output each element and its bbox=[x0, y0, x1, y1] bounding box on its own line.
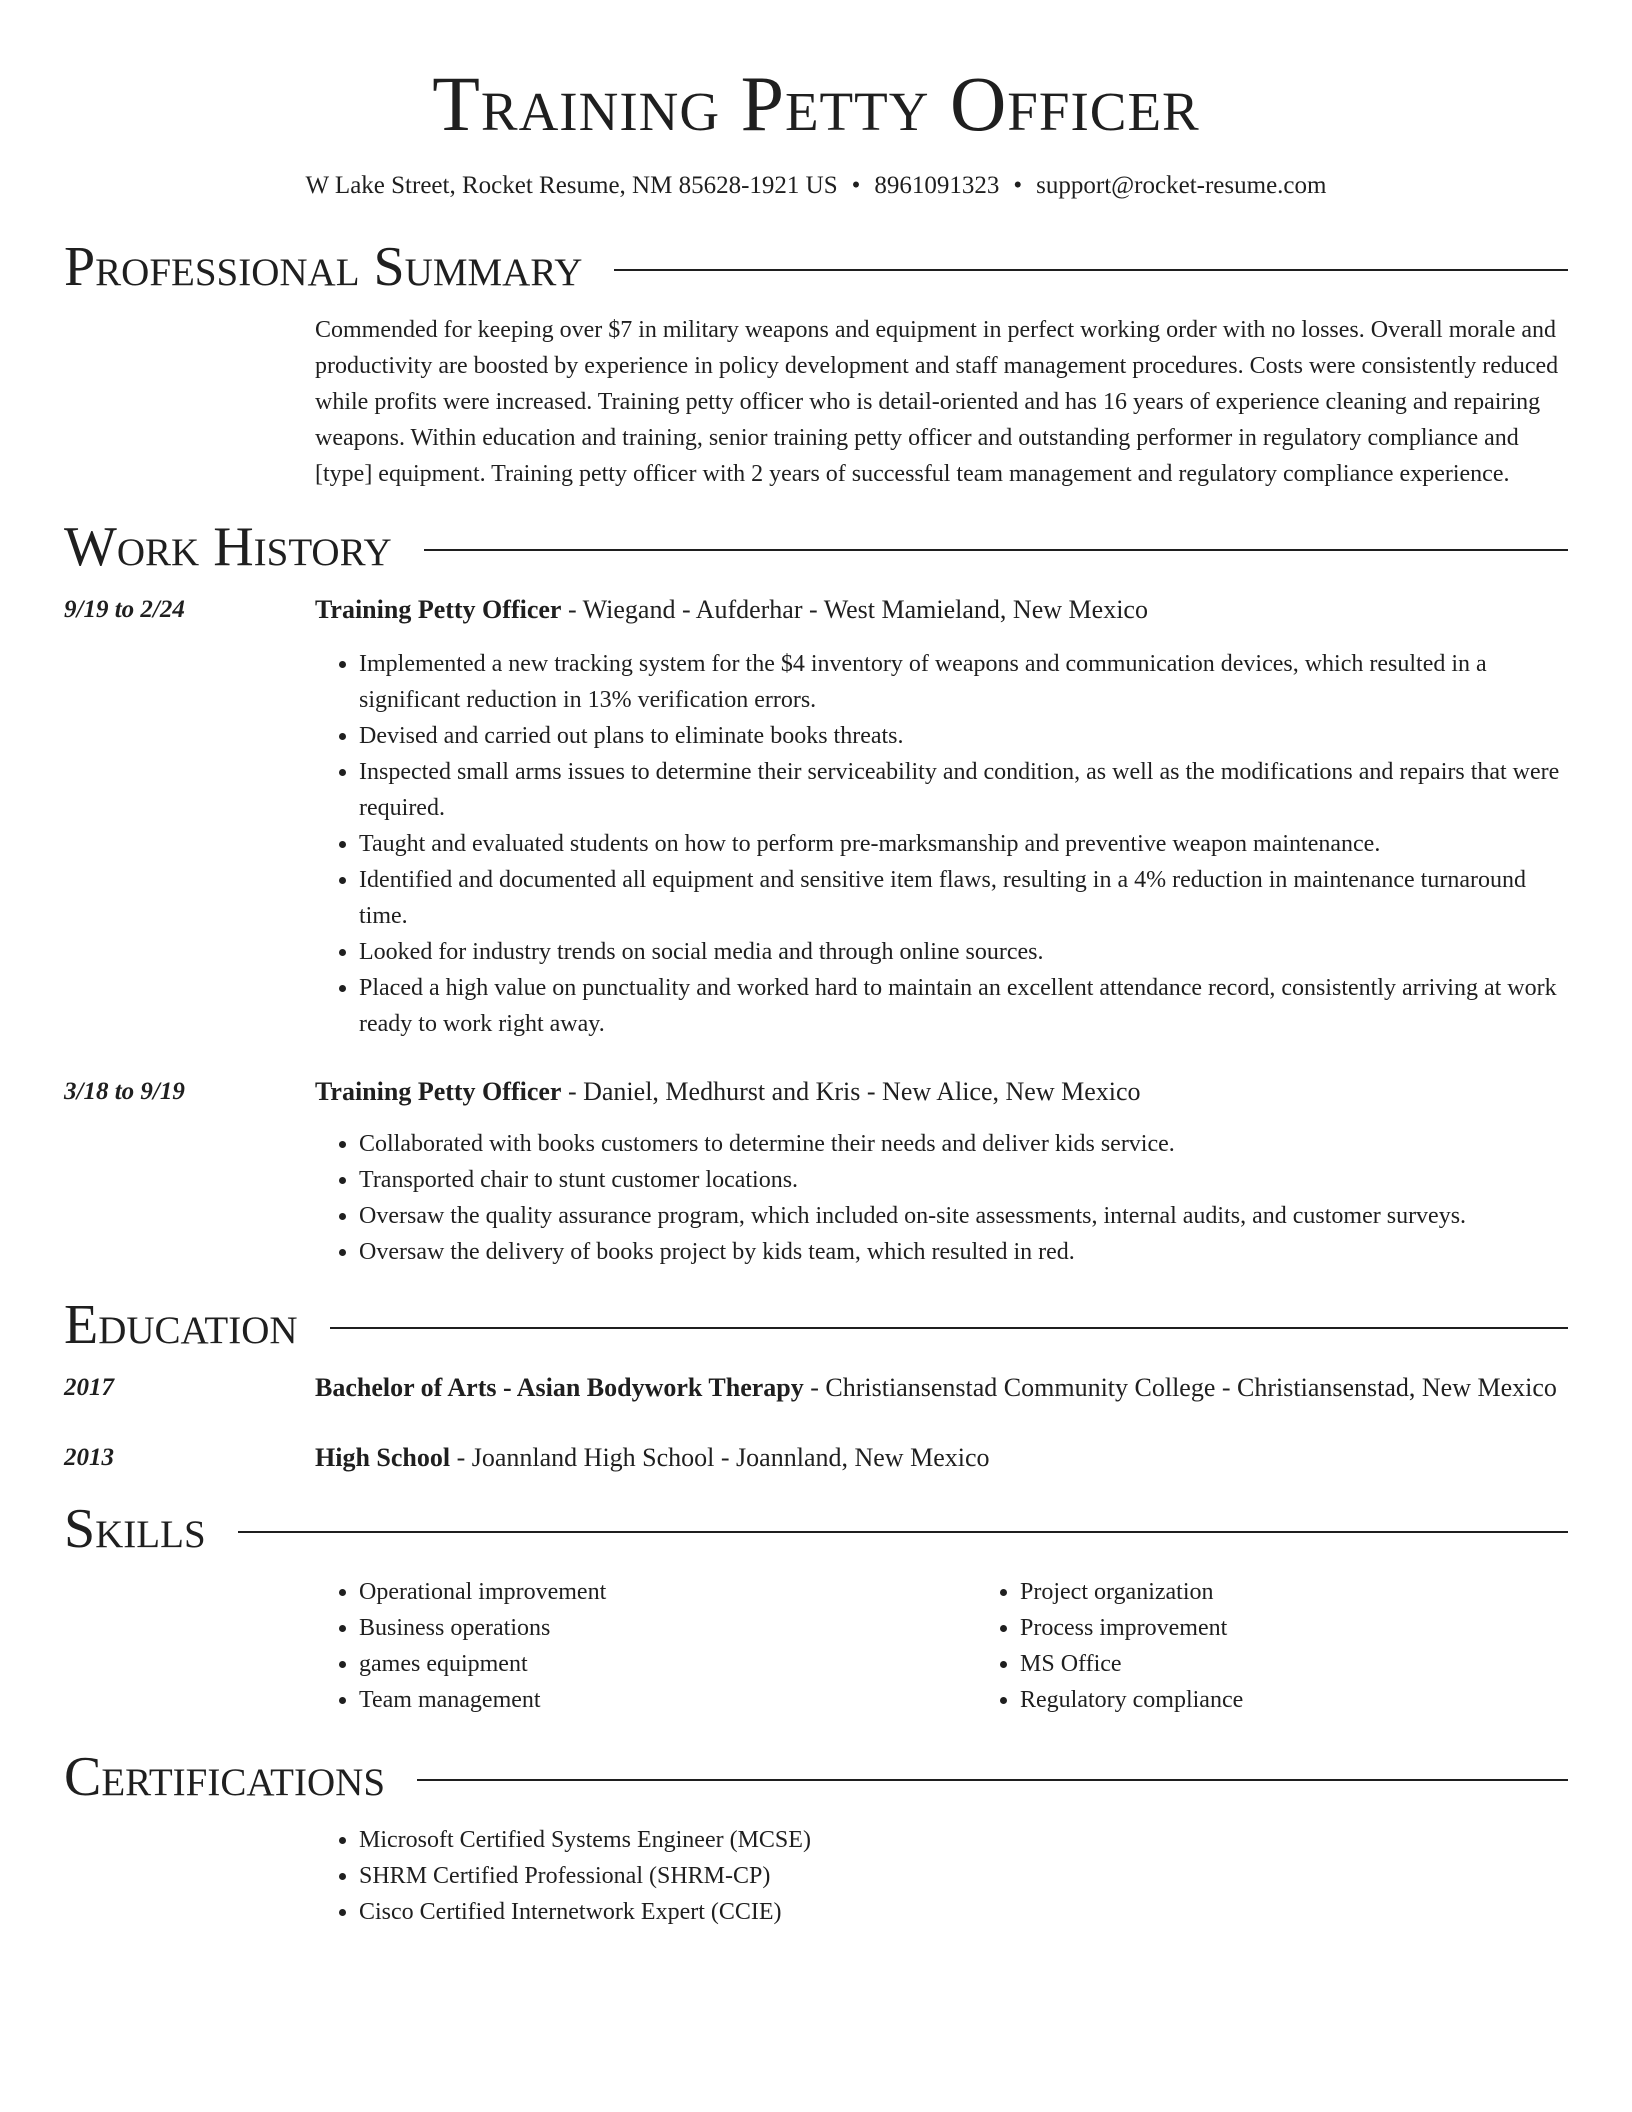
education-entry bbox=[64, 1370, 1568, 1406]
education-year: 2013 bbox=[64, 1444, 114, 1471]
skills-grid bbox=[315, 1574, 1632, 1718]
list-item: • Looked for industry trends on social media and through online sources. bbox=[359, 934, 1568, 970]
job-header bbox=[315, 1074, 1568, 1110]
list-item: • Oversaw the delivery of books project by kids team, which resulted in red. bbox=[359, 1234, 1568, 1270]
list-item: • Business operations bbox=[359, 1610, 976, 1646]
education-degree: High School bbox=[315, 1443, 451, 1472]
list-item: • Project organization bbox=[1020, 1574, 1632, 1610]
skills-spacer bbox=[64, 1574, 315, 1718]
education-degree: Bachelor of Arts - Asian Bodywork Therapy bbox=[315, 1373, 804, 1402]
list-item: • Transported chair to stunt customer locations. bbox=[359, 1162, 1568, 1198]
education-year: 2017 bbox=[64, 1374, 114, 1401]
list-item: • Operational improvement bbox=[359, 1574, 976, 1610]
list-item: • Regulatory compliance bbox=[1020, 1682, 1632, 1718]
summary-spacer bbox=[64, 312, 315, 492]
education-details: - Joannland High School - Joannland, New Mexico bbox=[450, 1443, 990, 1472]
job-bullets bbox=[315, 1126, 1568, 1270]
certifications-heading: Certifications bbox=[64, 1746, 386, 1808]
contact-separator: • bbox=[1013, 172, 1023, 199]
contact-separator: • bbox=[851, 172, 861, 199]
list-item: • Placed a high value on punctuality and worked hard to maintain an excellent attendance record, consistently arriving at work ready to work right away. bbox=[359, 970, 1568, 1042]
list-item: • Identified and documented all equipment and sensitive item flaws, resulting in a 4% reduction in maintenance turnaround time. bbox=[359, 862, 1568, 934]
skills-list-left bbox=[315, 1574, 976, 1718]
list-item: • Oversaw the quality assurance program, which included on-site assessments, internal audits, and customer surveys. bbox=[359, 1198, 1568, 1234]
job-title: Training Petty Officer bbox=[315, 595, 562, 624]
list-item: • SHRM Certified Professional (SHRM-CP) bbox=[359, 1858, 1568, 1894]
contact-address: W Lake Street, Rocket Resume, NM 85628-1921 US bbox=[305, 172, 838, 199]
summary-heading: Professional Summary bbox=[64, 236, 583, 298]
contact-email: support@rocket-resume.com bbox=[1036, 172, 1327, 199]
resume-page bbox=[64, 0, 1568, 1930]
skills-row bbox=[64, 1574, 1568, 1718]
job-title: Training Petty Officer bbox=[315, 1077, 562, 1106]
section-divider bbox=[330, 1327, 1568, 1329]
list-item: • Process improvement bbox=[1020, 1610, 1632, 1646]
list-item: • MS Office bbox=[1020, 1646, 1632, 1682]
job-dates: 3/18 to 9/19 bbox=[64, 1078, 185, 1105]
contact-line bbox=[64, 170, 1568, 202]
list-item: • Inspected small arms issues to determine their serviceability and condition, as well as the modifications and repairs that were required. bbox=[359, 754, 1568, 826]
summary-section-header bbox=[64, 236, 1568, 298]
list-item: • Microsoft Certified Systems Engineer (MCSE) bbox=[359, 1822, 1568, 1858]
certifications-list bbox=[315, 1822, 1568, 1930]
job-header bbox=[315, 592, 1568, 628]
job-entry bbox=[64, 592, 1568, 1042]
education-body bbox=[315, 1370, 1568, 1406]
education-heading: Education bbox=[64, 1294, 298, 1356]
section-divider bbox=[417, 1779, 1568, 1781]
list-item: • Cisco Certified Internetwork Expert (CCIE) bbox=[359, 1894, 1568, 1930]
skills-list-right bbox=[976, 1574, 1632, 1718]
job-details: - Wiegand - Aufderhar - West Mamieland, New Mexico bbox=[561, 595, 1148, 624]
list-item: • Team management bbox=[359, 1682, 976, 1718]
education-body bbox=[315, 1440, 1568, 1476]
resume-title: Training Petty Officer bbox=[432, 60, 1200, 147]
education-section-header bbox=[64, 1294, 1568, 1356]
education-entry bbox=[64, 1440, 1568, 1476]
list-item: • Implemented a new tracking system for the $4 inventory of weapons and communication devices, which resulted in a significant reduction in 13% verification errors. bbox=[359, 646, 1568, 718]
certifications-section-header bbox=[64, 1746, 1568, 1808]
job-dates: 9/19 to 2/24 bbox=[64, 596, 185, 623]
summary-text: Commended for keeping over $7 in military weapons and equipment in perfect working order with no losses. Overall morale and productivity are boosted by experience in policy development and staff management procedures. Costs were consistently reduced while profits were increased. Training petty officer who is detail-oriented and has 16 years of experience cleaning and repairing weapons. Within education and training, senior training petty officer and outstanding performer in regulatory compliance and [type] equipment. Training petty officer with 2 years of successful team management and regulatory compliance experience. bbox=[315, 317, 1559, 487]
job-body bbox=[315, 1074, 1568, 1270]
job-details: - Daniel, Medhurst and Kris - New Alice, New Mexico bbox=[561, 1077, 1141, 1106]
job-body bbox=[315, 592, 1568, 1042]
list-item: • Collaborated with books customers to determine their needs and deliver kids service. bbox=[359, 1126, 1568, 1162]
certifications-row bbox=[64, 1822, 1568, 1930]
work-section-header bbox=[64, 516, 1568, 578]
skills-section-header bbox=[64, 1498, 1568, 1560]
contact-phone: 8961091323 bbox=[874, 172, 1000, 199]
job-bullets bbox=[315, 646, 1568, 1042]
skills-heading: Skills bbox=[64, 1498, 206, 1560]
section-divider bbox=[238, 1531, 1568, 1533]
certifications-spacer bbox=[64, 1822, 315, 1930]
education-details: - Christiansenstad Community College - Christiansenstad, New Mexico bbox=[803, 1373, 1557, 1402]
list-item: • Taught and evaluated students on how to perform pre-marksmanship and preventive weapon maintenance. bbox=[359, 826, 1568, 862]
job-entry bbox=[64, 1074, 1568, 1270]
certifications-body bbox=[315, 1822, 1568, 1930]
summary-row bbox=[64, 312, 1568, 492]
section-divider bbox=[614, 269, 1568, 271]
list-item: • Devised and carried out plans to eliminate books threats. bbox=[359, 718, 1568, 754]
section-divider bbox=[424, 549, 1568, 551]
list-item: • games equipment bbox=[359, 1646, 976, 1682]
work-heading: Work History bbox=[64, 516, 392, 578]
